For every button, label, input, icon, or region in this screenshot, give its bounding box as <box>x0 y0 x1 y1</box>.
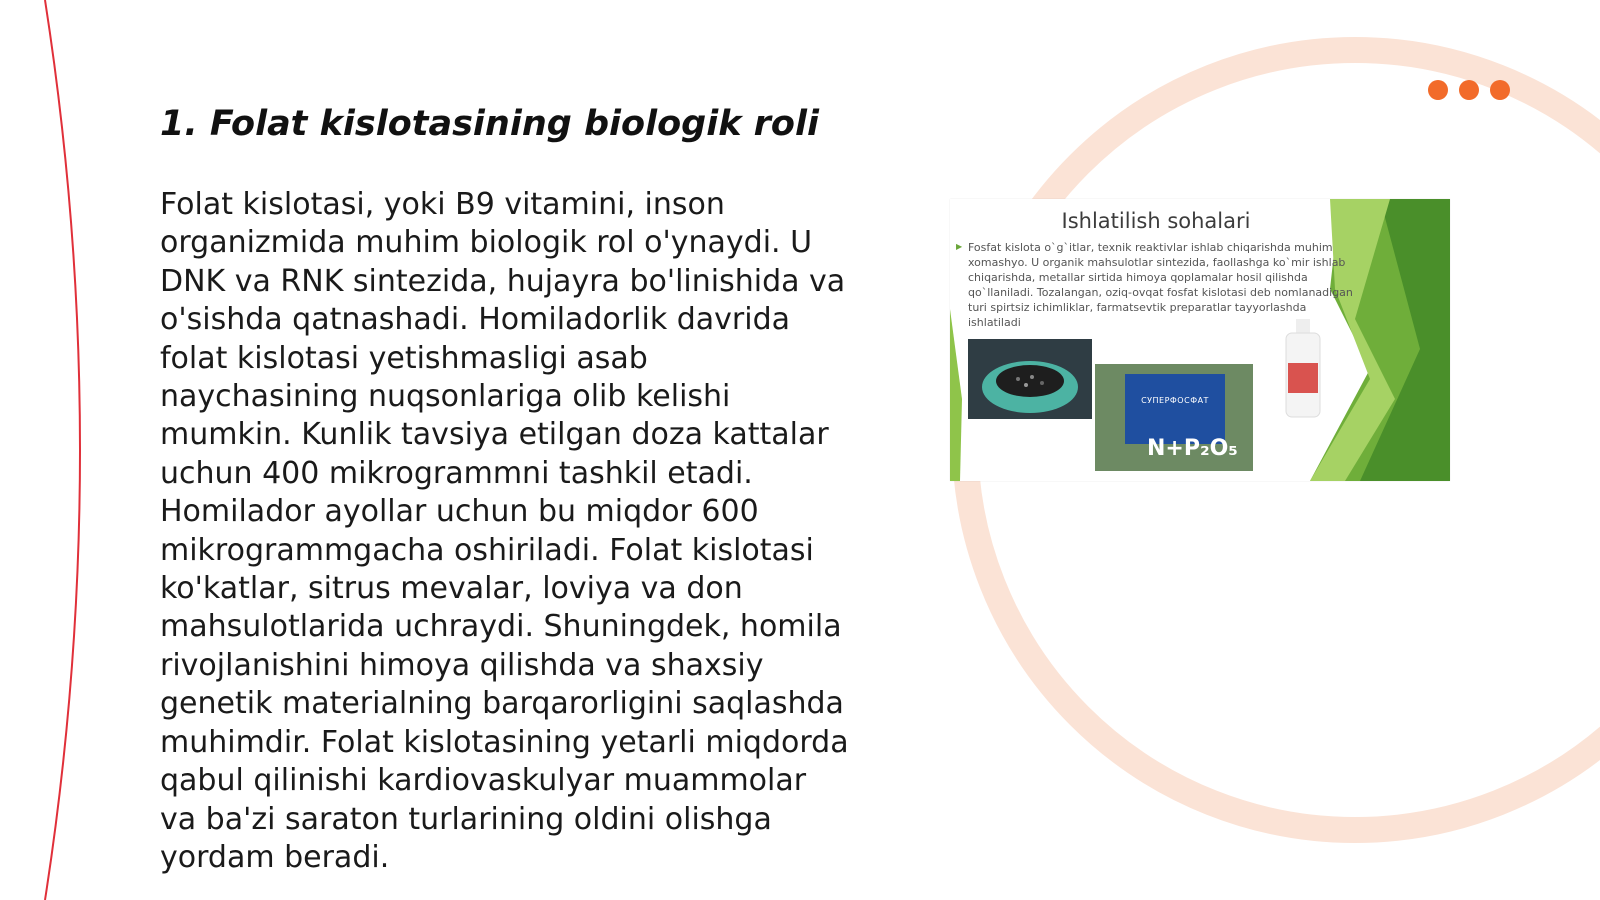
phosphoric-acid-bottle-photo <box>1280 319 1326 419</box>
bag-formula-text: N+P₂O₅ <box>1147 436 1238 461</box>
embedded-slide-image <box>950 199 1450 481</box>
bag-label: СУПЕРФОСФАТ <box>1141 396 1209 405</box>
triangle-bullet-icon: ▶ <box>956 242 963 251</box>
slide-body-text: Folat kislotasi, yoki B9 vitamini, inson organizmida muhim biologik rol o'ynaydi. U DNK va RNK sintezida, hujayra bo'linishida va o'sishda qatnashadi. Homiladorlik davrida folat kislotasi yetishmasligi asab naychasining nuqsonlariga olib kelishi mumkin. Kunlik tavsiya etilgan doza kattalar uchun 400 mikrogrammni tashkil etadi. Homilador ayollar uchun bu miqdor 600 mikrogrammgacha oshiriladi. Folat kislotasi ko'katlar, sitrus mevalar, loviya va don mahsulotlarida uchraydi. Shuningdek, homila rivojlanishini himoya qilishda va shaxsiy genetik materialning barqarorligini saqlashda muhimdir. Folat kislotasining yetarli miqdorda qabul qilinishi kardiovaskulyar muammolar va ba'zi saraton turlarining oldini olishga yordam beradi. <box>160 187 849 875</box>
dot-1 <box>1428 80 1448 100</box>
three-dots-icon <box>1428 80 1510 100</box>
left-red-curve <box>45 0 80 900</box>
fertilizer-bag <box>1125 374 1225 444</box>
dot-2 <box>1459 80 1479 100</box>
fertilizer-gloves-photo <box>968 339 1092 419</box>
superphosphate-bag-photo <box>1095 364 1253 471</box>
slide-title: 1. Folat kislotasining biologik roli <box>160 104 819 144</box>
embedded-slide-heading: Ishlatilish sohalari <box>1061 209 1251 233</box>
dot-3 <box>1490 80 1510 100</box>
embedded-slide-bullet-text: Fosfat kislota o`g`itlar, texnik reaktivlar ishlab chiqarishda muhim xomashyo. U organik mahsulotlar sintezida, faollashga ko`mir ishlab chiqarishda, metallar sirtida himoya qoplamalar hosil qilishda qo`llaniladi. Tozalangan, oziq-ovqat fosfat kislotasi deb nomlanadigan turi spirtsiz ichimliklar, farmatsevtik preparatlar tayyorlashda ishlatiladi <box>968 241 1353 329</box>
